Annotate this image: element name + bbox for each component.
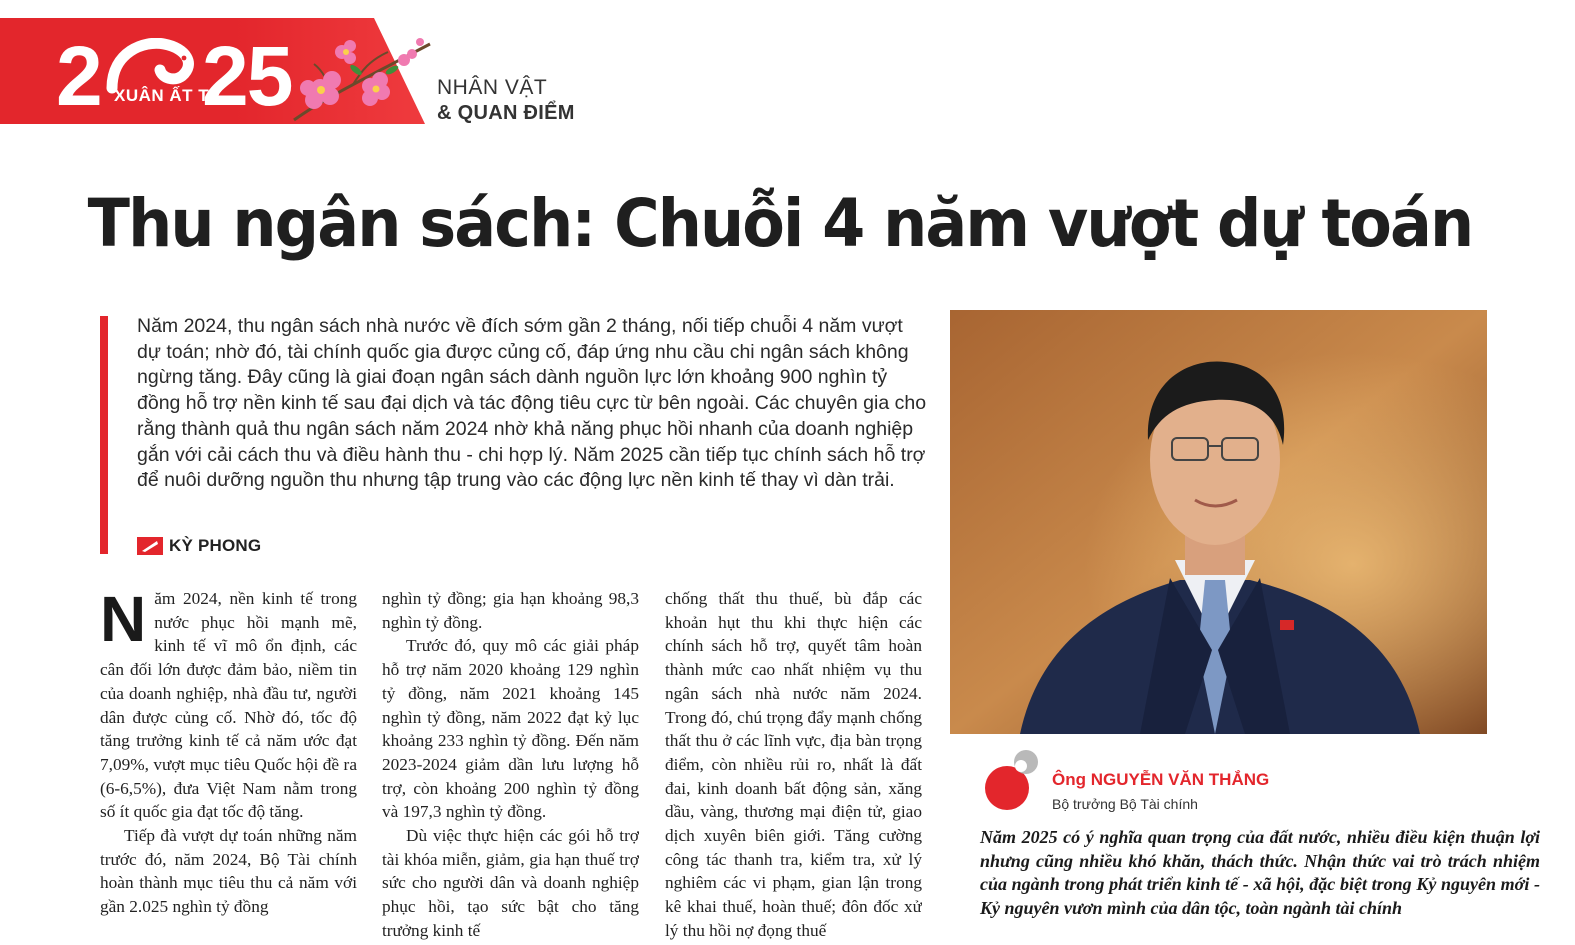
author-name: KỲ PHONG <box>169 536 262 555</box>
paragraph: nghìn tỷ đồng; gia hạn khoảng 98,3 nghìn tỷ đồng. <box>382 589 639 632</box>
article-column-3 <box>665 587 922 945</box>
paragraph: ăm 2024, nền kinh tế trong nước phục hồi mạnh mẽ, kinh tế vĩ mô ổn định, các cân đối lớn được đảm bảo, niềm tin của doanh nghiệp, nhà đầu tư, người dân được củng cố. Nhờ đó, tốc độ tăng trưởng kinh tế cả năm ước đạt 7,09%, vượt mục tiêu Quốc hội đề ra (6-6,5%), đưa Việt Nam nằm trong số ít quốc gia đạt tốc độ tăng. <box>100 589 357 822</box>
person-name: Ông NGUYỄN VĂN THẮNG <box>1052 770 1270 789</box>
tet-2025-logo <box>56 29 292 123</box>
pen-nib-icon <box>137 537 163 555</box>
portrait-photo <box>950 310 1487 734</box>
article-title: Thu ngân sách: Chuỗi 4 năm vượt dự toán <box>87 185 1473 262</box>
article-column-2 <box>382 587 639 945</box>
quote-mark-icon <box>979 748 1039 814</box>
lead-accent-bar <box>100 316 108 554</box>
dropcap: N <box>100 587 147 655</box>
paragraph: Tiếp đà vượt dự toán những năm trước đó, năm 2024, Bộ Tài chính hoàn thành mục tiêu thu cả năm với gần 2.025 nghìn tỷ đồng <box>100 826 357 917</box>
portrait-image <box>950 310 1487 734</box>
paragraph: Dù việc thực hiện các gói hỗ trợ tài khóa miễn, giảm, gia hạn thuế trợ sức cho người dân và doanh nghiệp phục hồi, tạo sức bật cho tăng trưởng kinh tế <box>382 826 639 940</box>
person-role: Bộ trưởng Bộ Tài chính <box>1052 796 1198 812</box>
logo-year-suffix: 25 <box>202 29 292 123</box>
logo-year-prefix: 2 <box>56 29 101 123</box>
logo-tet-label: XUÂN ẤT TỴ <box>114 86 221 105</box>
byline <box>137 534 261 558</box>
section-label-top: NHÂN VẬT <box>437 76 548 99</box>
apricot-blossom-icon <box>292 30 432 125</box>
paragraph: Trước đó, quy mô các giải pháp hỗ trợ năm 2020 khoảng 129 nghìn tỷ đồng, năm 2021 khoảng 145 nghìn tỷ đồng, năm 2022 đạt kỷ lục khoảng 233 nghìn tỷ đồng. Đến năm 2023-2024 giảm dần lưu lượng hỗ trợ, còn khoảng 200 nghìn tỷ đồng và 197,3 nghìn tỷ đồng. <box>382 636 639 822</box>
section-label-bottom: & QUAN ĐIỂM <box>437 102 575 124</box>
paragraph: chống thất thu thuế, bù đắp các khoản hụt thu khi thực hiện các chính sách hỗ trợ, quyết tâm hoàn thành mức cao nhất nhiệm vụ thu ngân sách nhà nước năm 2024. Trong đó, chú trọng đẩy mạnh chống thất thu ở các lĩnh vực, địa bàn trọng điểm, còn nhiều rủi ro, nhất là đất đai, kinh doanh bất động sản, xăng dầu, vàng, thương mại điện tử, giao dịch xuyên biên giới. Tăng cường công tác thanh tra, kiểm tra, xử lý nghiêm các vi phạm, gian lận trong kê khai thuế, hoàn thuế; đôn đốc xử lý thu hồi nợ đọng thuế <box>665 589 922 940</box>
article-column-1 <box>100 587 357 945</box>
quote-text: Năm 2025 có ý nghĩa quan trọng của đất nước, nhiều điều kiện thuận lợi nhưng cũng nhiều khó khăn, thách thức. Nhận thức vai trò trách nhiệm của ngành trong phát triển kinh tế - xã hội, đặc biệt trong Kỷ nguyên mới - Kỷ nguyên vươn mình của dân tộc, toàn ngành tài chính <box>980 827 1540 918</box>
article-lead: Năm 2024, thu ngân sách nhà nước về đích sớm gần 2 tháng, nối tiếp chuỗi 4 năm vượt dự toán; nhờ đó, tài chính quốc gia được củng cố, đáp ứng nhu cầu chi ngân sách không ngừng tăng. Đây cũng là giai đoạn ngân sách dành nguồn lực lớn khoảng 900 nghìn tỷ đồng hỗ trợ nền kinh tế sau đại dịch và tác động tiêu cực từ bên ngoài. Các chuyên gia cho rằng thành quả thu ngân sách năm 2024 nhờ khả năng phục hồi nhanh của doanh nghiệp gắn với cải cách thu và điều hành thu - chi hợp lý. Năm 2025 cần tiếp tục chính sách hỗ trợ để nuôi dưỡng nguồn thu nhưng tập trung vào các động lực nền kinh tế thay vì dàn trải. <box>137 315 927 492</box>
